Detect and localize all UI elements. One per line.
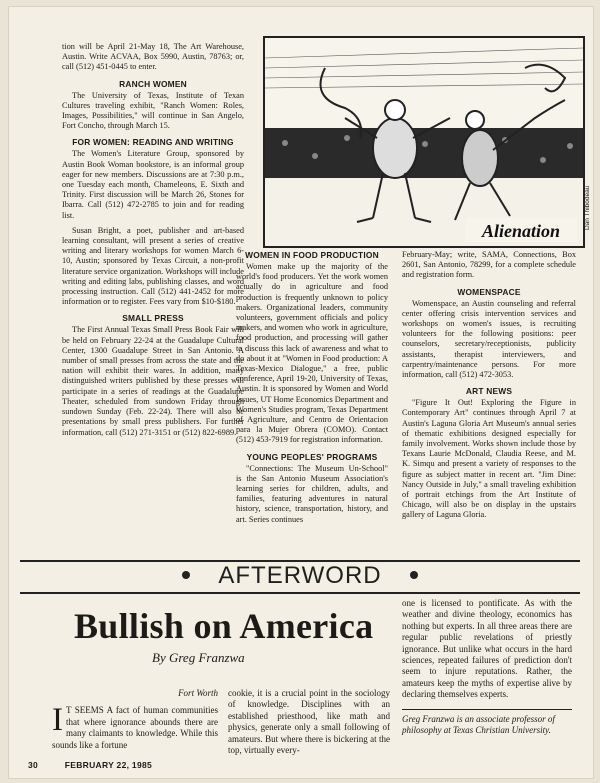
afterword-banner [0,562,600,590]
page-footer [28,760,176,770]
intro-text: tion will be April 21-May 18, The Art Warehouse, Austin. Write ACVAA, Box 5990, Austin, 78763; or, call (512) 451-0445 to enter. [62,42,244,72]
article-byline: By Greg Franzwa [152,650,245,665]
afterword-label: AFTERWORD [218,562,382,589]
article-paragraph-2: cookie, it is a crucial point in the sociology of knowledge. Disciplines with an established priesthood, like math and physics, generate only a small following of amateurs. But where there is bickering at the top, virtually every- [228,688,390,756]
young-peoples-continued: February-May; write, SAMA, Connections, Box 2601, San Antonio, 78299, for a complete schedule and registration form. [402,250,576,280]
art-news-text: "Figure It Out! Exploring the Figure in Contemporary Art" continues through April 7 at Austin's Laguna Gloria Art Museum's annual series of thematic exhibitions designed especially for family involvement. Works shown include those by Texans Laurie McDonald, Claudia Reese, and M. K. Simqu and present a variety of responses to the figure as subject matter in recent art. "Jim Dine: Nancy Outside in July," a small traveling exhibition of portrait etchings from the Art Institute of Chicago, will also be on display in the upstairs gallery of Laguna Gloria. [402,398,576,520]
page-number: 30 [28,760,39,770]
ranch-women-text: The University of Texas, Institute of Texan Cultures traveling exhibit, "Ranch Women: Roles, Images, Possibilities," will continue in San Angelo, Fort Concho, through March 15. [62,90,244,131]
author-bio: Greg Franzwa is an associate professor of philosophy at Texas Christian University. [402,713,555,735]
womenspace-heading: WOMENSPACE [457,286,521,297]
art-news-heading: ART NEWS [465,386,513,397]
article-title: Bullish on America [74,606,374,646]
bullet-icon [182,571,190,579]
issue-date: FEBRUARY 22, 1985 [64,760,153,770]
young-peoples-text: "Connections: The Museum Un-School" is the San Antonio Museum Association's learning series for children, adults, and families, featuring adventures in natural history, science, transportation, history, and art. Series continues [236,463,388,524]
article-column-2 [228,688,390,761]
young-peoples-heading: YOUNG PEOPLES' PROGRAMS [246,451,378,462]
for-women-text-1: The Women's Literature Group, sponsored by Austin Book Woman bookstore, is an informal group eager for new members. Discussions are at 7:30 p.m., one Tuesday each month, Chameleons, E. Sixth and Trinity. First discussion will be March 26, Stones for Ibarra. Call (512) 472-2785 to join and for reading list. [62,149,244,220]
column-2 [236,250,388,530]
article-paragraph-1 [52,702,218,751]
ranch-women-heading: RANCH WOMEN [119,78,187,89]
column-3 [402,250,576,526]
food-production-text: Women make up the majority of the world's food producers. Yet the work women actually do in agriculture and food production is frequently unknown to policy makers. Organizational leaders, community volunteers, government officials and policy makers, and women who work in agriculture, food production, and processing will gather to discuss this lack of awareness and what to do about it at "Women in Food production: A Texas-Mexico Dialogue," a free, public conference, April 19-20, University of Texas, Austin. It is sponsored by Women and World Issues, UT Home Economics Department and Women's Studies program, Texas Department of Agriculture, and Centro de Orientacion para la Mujer Obrera (COMO). Contact (512) 453-7919 for registration information. [236,262,388,445]
for-women-heading: FOR WOMEN: READING AND WRITING [72,137,234,148]
afterword-rule-bottom [20,592,580,594]
for-women-text-2: Susan Bright, a poet, publisher and art-based learning consultant, will present a series of creative writing and literary workshops for women March 6-10, Austin; sponsored by Texas Circuit, a non-profit literature service organization. Workshops will include writing and editing labs, publishing classes, and word processing instruction. Call (512) 441-2452 for more information or to register. Fees vary from $10-$180. [62,225,244,307]
food-production-heading: WOMEN IN FOOD PRODUCTION [245,250,379,260]
illustration-drawing [265,38,583,246]
article-paragraph-1-text: T SEEMS A fact of human communities that where ignorance abounds there are many claimants to knowledge. While this sounds like a fortune [52,705,218,750]
small-press-heading: SMALL PRESS [122,313,184,324]
illustration-caption: Alienation [481,221,561,241]
article-dateline: Fort Worth [178,688,218,698]
bullet-icon [410,571,418,579]
alienation-illustration [263,36,585,248]
column-1 [62,42,244,443]
article-column-3 [402,598,572,736]
article-paragraph-3: one is licensed to pontificate. As with the weather and divine theology, economics has nothing but experts. In all three areas there are regular public revelations of priestly ignorance. But unlike what occurs in the hard sciences, repeated failures of prediction don't seem to injure reputations. Rather, the amateurs keep the myths of expertise alive by declaring themselves experts. [402,598,572,700]
illustration-credit: Dan Thibodeau [584,185,591,230]
article-column-1 [52,688,218,756]
small-press-text: The First Annual Texas Small Press Book Fair will be held on February 22-24 at the Guadalupe Cultural Center, 1300 Guadalupe Street in San Antonio. A number of small presses from across the state and the nation will exhibit their wares. In addition, many distinguished writers published by these presses will participate in a series of readings at the Guadalupe Theater, scheduled from sundown Friday through sundown Sunday (Feb. 22-24). There will also be presentations by small press publishers. For further information, call (512) 271-3151 or (512) 822-6989. [62,325,244,437]
bio-rule [402,709,572,710]
drop-cap: I [52,702,63,739]
womenspace-text: Womenspace, an Austin counseling and referral center offering crisis intervention services and workshops on women's issues, is recruiting volunteers for the following positions: peer counselors, secretary/receptionists, publicity assistants, therapist interviewers, and carpentry/maintenance persons. For more information, call (512) 472-3053. [402,298,576,380]
